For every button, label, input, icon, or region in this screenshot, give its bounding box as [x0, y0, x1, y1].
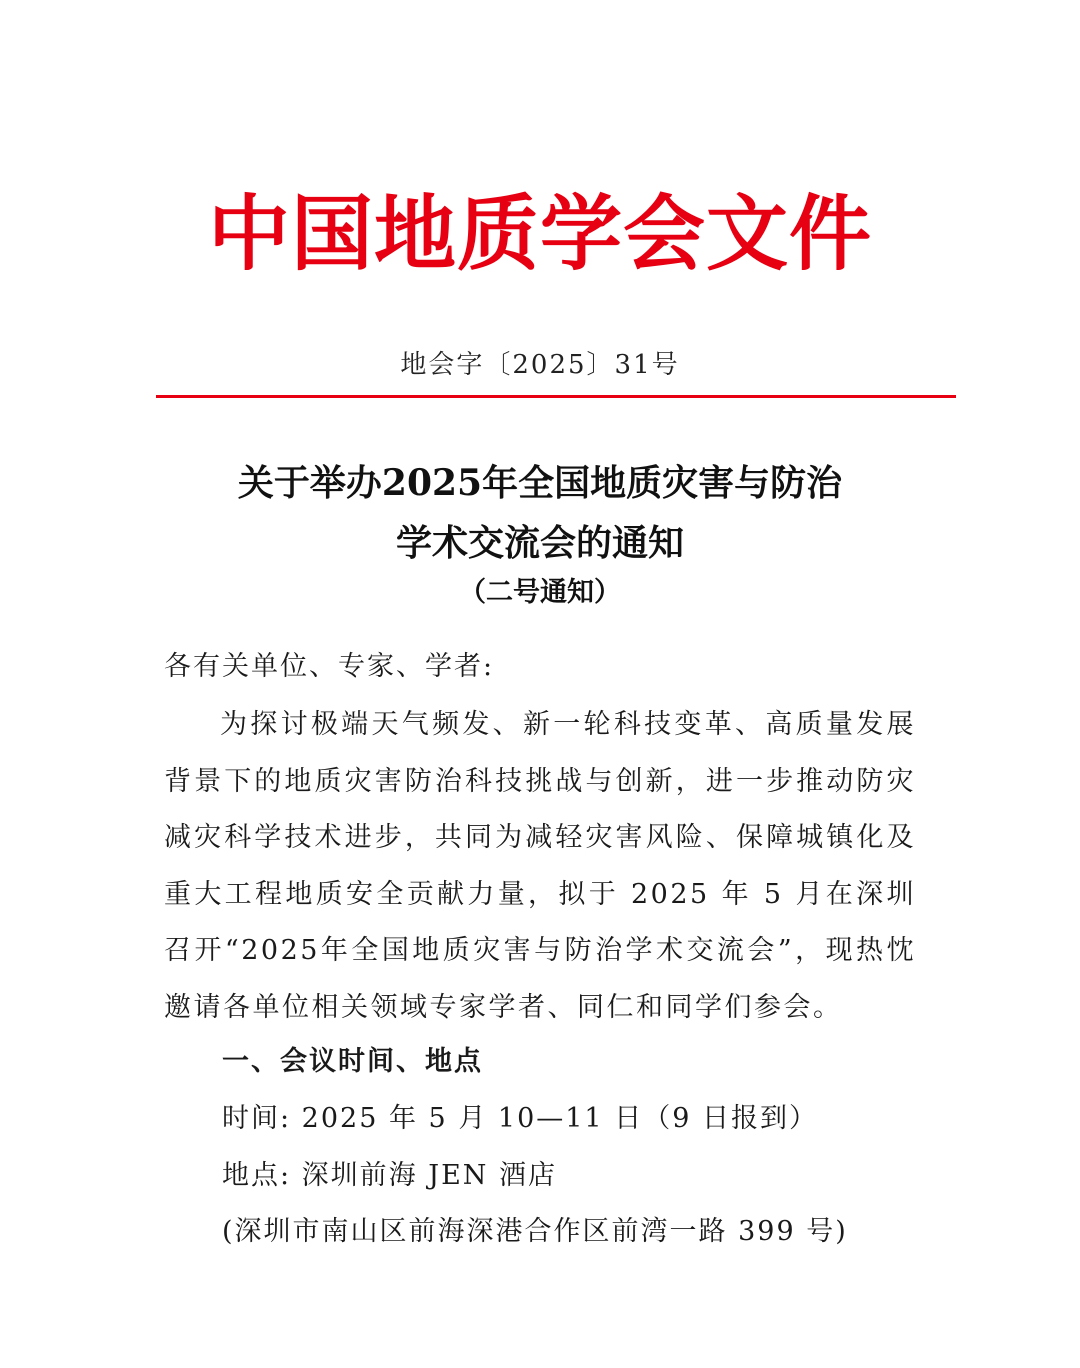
document-masthead: 中国地质学会文件: [207, 187, 872, 282]
section-heading-time-venue: 一、会议时间、地点: [222, 1046, 483, 1077]
notice-title-line-1: 关于举办2025年全国地质灾害与防治: [237, 462, 843, 504]
meeting-time: 时间: 2025 年 5 月 10—11 日（9 日报到）: [222, 1103, 818, 1134]
salutation: 各有关单位、专家、学者:: [164, 651, 495, 682]
meeting-venue: 地点: 深圳前海 JEN 酒店: [222, 1160, 558, 1191]
intro-paragraph: 为探讨极端天气频发、新一轮科技变革、高质量发展背景下的地质灾害防治科技挑战与创新，进一步推动防灾减灾科学技术进步，共同为减轻灾害风险、保障城镇化及重大工程地质安全贡献力量，拟于 2025 年 5 月在深圳召开“2025年全国地质灾害与防治学术交流会”，现热忱邀请各单位相关领域专家学者、同仁和同学们参会。: [164, 709, 916, 1023]
notice-subtitle: （二号通知）: [459, 577, 621, 608]
red-divider-line: [156, 395, 956, 398]
document-number: 地会字〔2025〕31号: [400, 350, 680, 380]
venue-address: (深圳市南山区前海深港合作区前湾一路 399 号): [222, 1216, 848, 1247]
notice-title-line-2: 学术交流会的通知: [395, 522, 684, 564]
